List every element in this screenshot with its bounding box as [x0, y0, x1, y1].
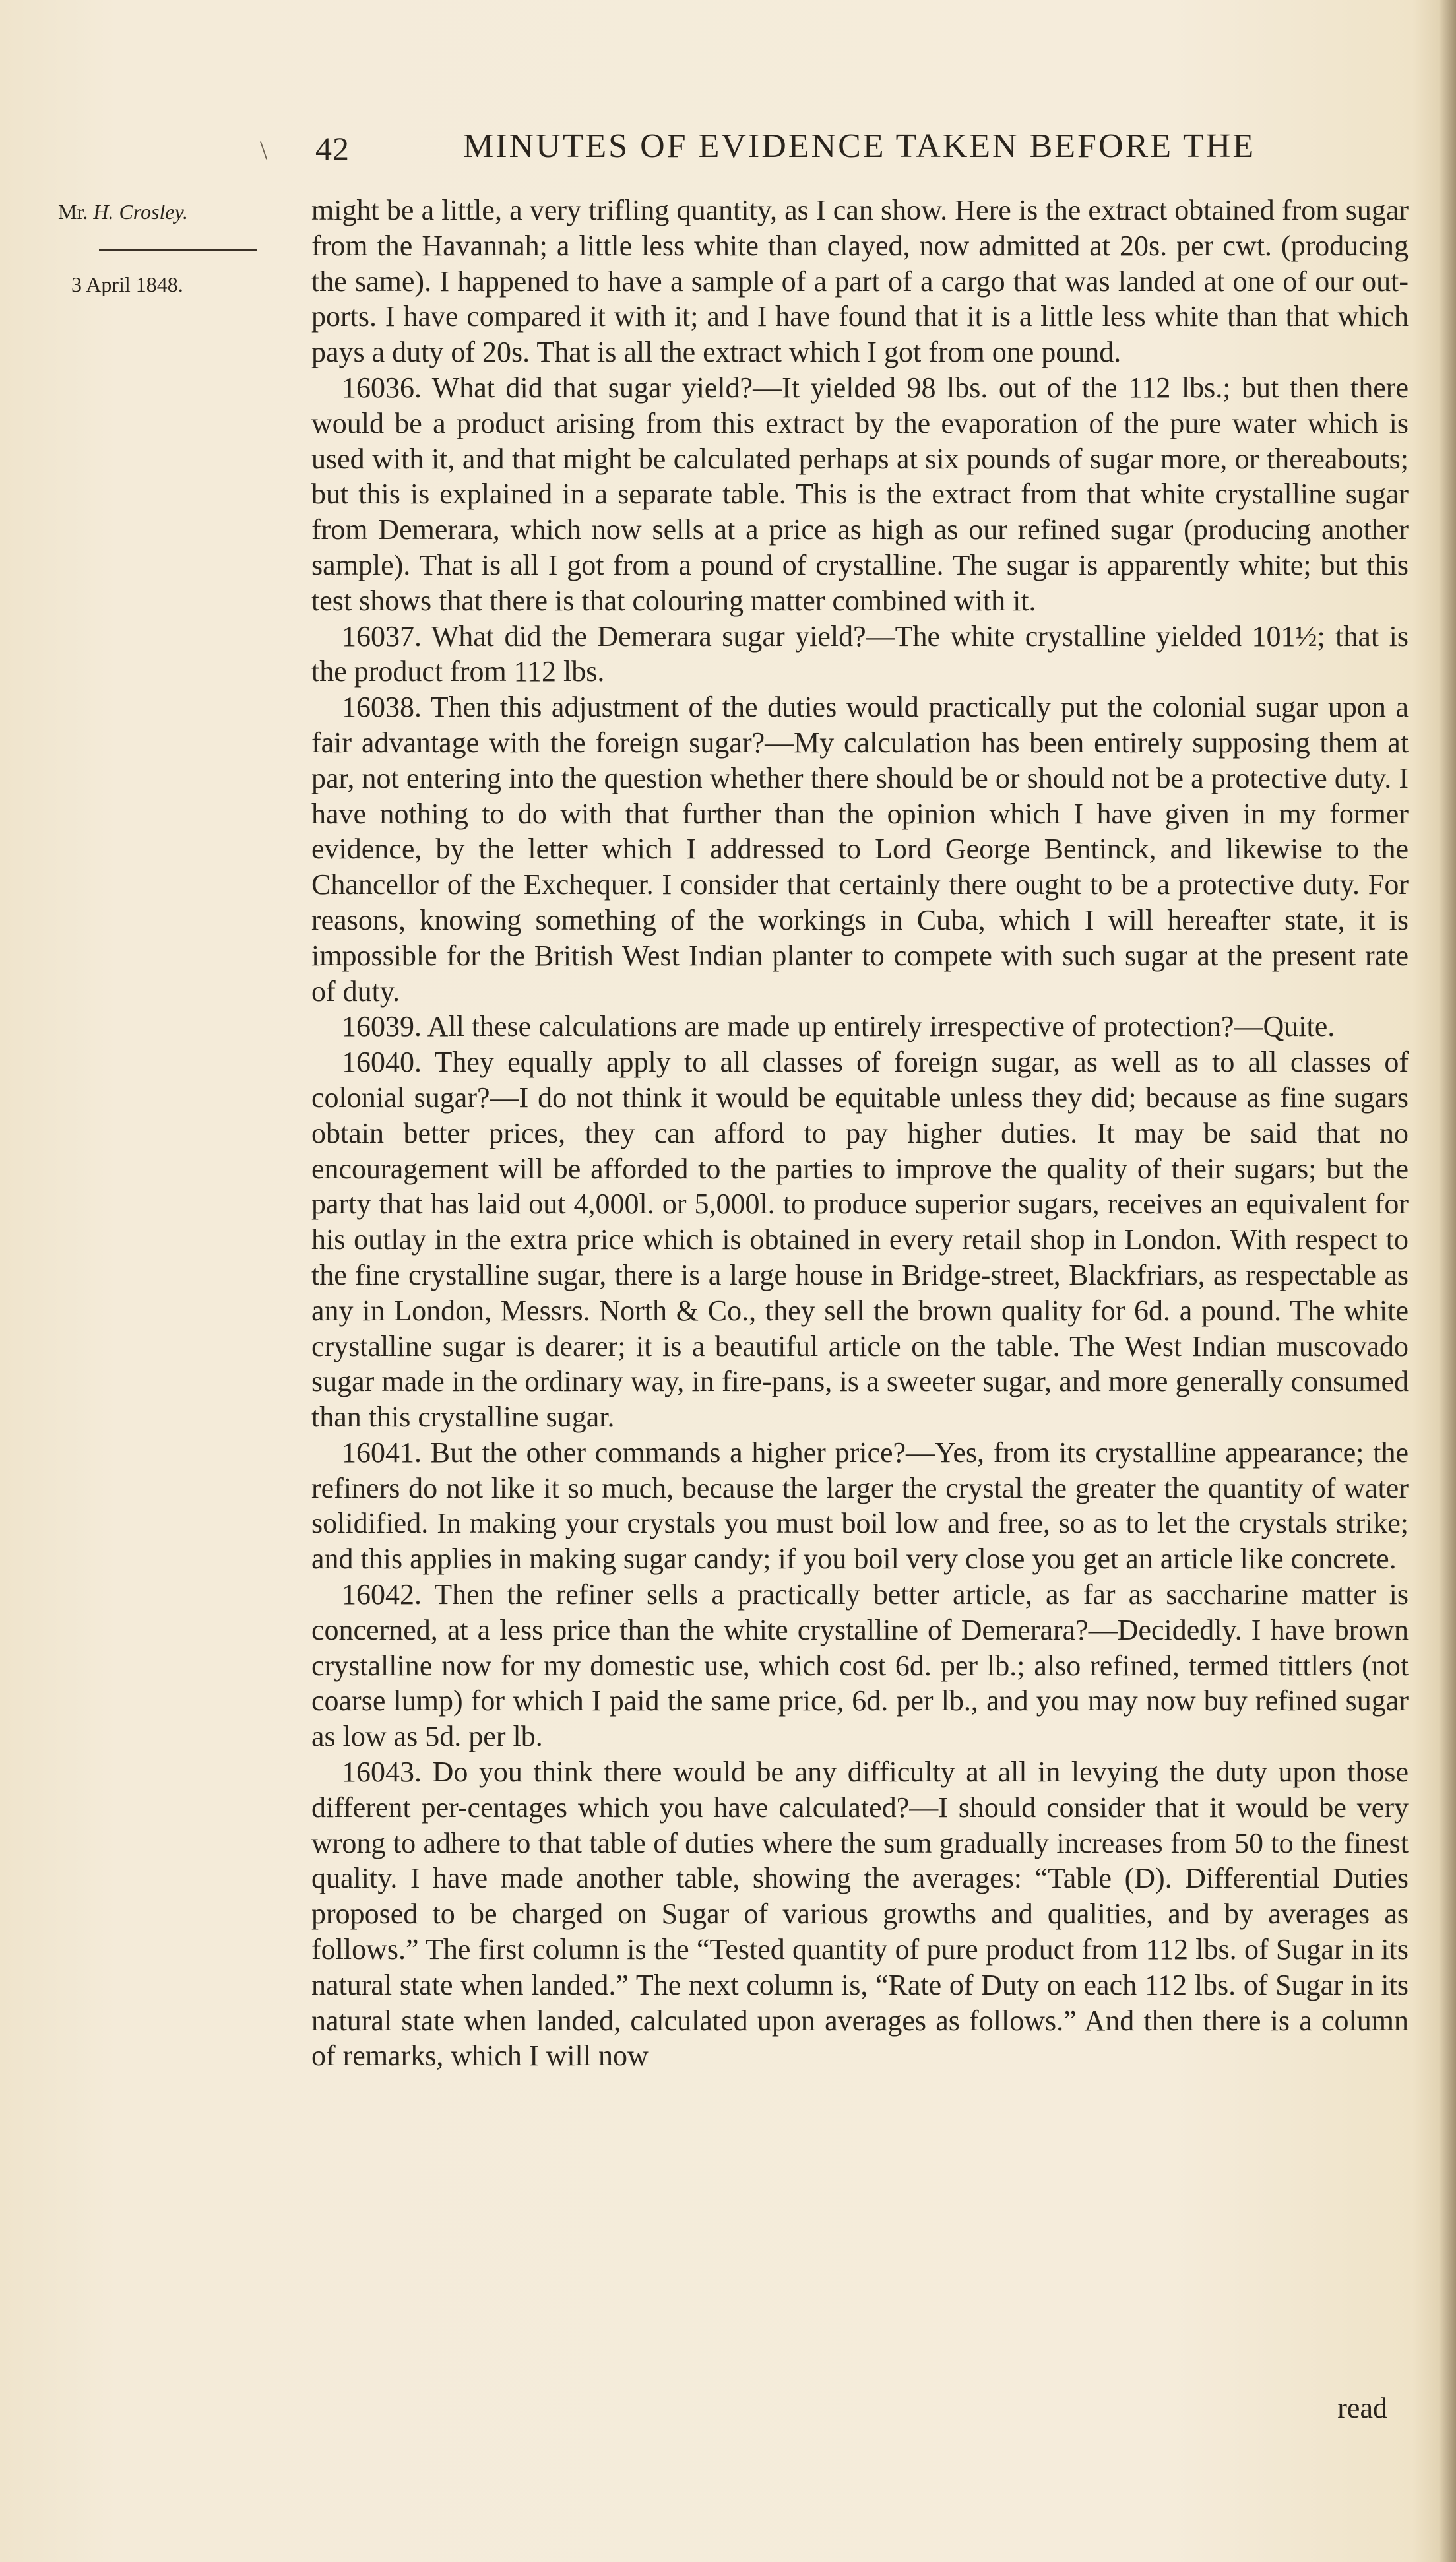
margin-date: 3 April 1848.	[71, 272, 183, 296]
page-number: 42	[315, 130, 350, 167]
margin-witness-name: Mr. H. Crosley.	[58, 200, 189, 224]
question-16043: 16043. Do you think there would be any difficulty at all in levying the duty upon those different per-centages which you have calculated?—I should consider that it would be very wrong to adhere to that table of duties where the sum gradually increases from 50 to the finest quality. I have made another table, showing the averages: “Table (D). Differential Duties proposed to be charged on Sugar of various growths and qualities, and by averages as follows.” The first column is the “Tested quantity of pure product from 112 lbs. of Sugar in its natural state when landed.” The next column is, “Rate of Duty on each 112 lbs. of Sugar in its natural state when landed, calculated upon averages as follows.” And then there is a column of remarks, which I will now	[311, 1756, 1409, 2072]
catchword: read	[1337, 2392, 1387, 2424]
question-16042: 16042. Then the refiner sells a practically better article, as far as saccharine matter is concerned, at a less price than the white crystalline of Demerara?—Decidedly. I have brown crystalline now for my domestic use, which cost 6d. per lb.; also refined, termed tittlers (not coarse lump) for which I paid the same price, 6d. per lb., and you may now buy refined sugar as low as 5d. per lb.	[311, 1578, 1409, 1753]
running-head: MINUTES OF EVIDENCE TAKEN BEFORE THE	[463, 127, 1256, 165]
question-16038: 16038. Then this adjustment of the duties would practically put the colonial sugar upon a fair advantage with the foreign sugar?—My calculation has been entirely supposing them at par, not entering into the question whether there should be or should not be a protective duty. I have nothing to do with that further than the opinion which I have given in my former evidence, by the letter which I addressed to Lord George Bentinck, and likewise to the Chancellor of the Exchequer. I consider that certainly there ought to be a protective duty. For reasons, knowing something of the workings in Cuba, which I will hereafter state, it is impossible for the British West Indian planter to compete with such sugar at the present rate of duty.	[311, 691, 1409, 1008]
margin-rule	[99, 249, 257, 251]
question-16039: 16039. All these calculations are made up entirely irrespective of protection?—Quite.	[342, 1010, 1335, 1043]
evidence-body	[311, 193, 1409, 2074]
paragraph-continuation: might be a little, a very trifling quantity, as I can show. Here is the extract obtained from sugar from the Havannah; a little less white than clayed, now admitted at 20s. per cwt. (producing the same). I happened to have a sample of a part of a cargo that was landed at one of our out-ports. I have compared it with it; and I have found that it is a little less white than that which pays a duty of 20s. That is all the extract which I got from one pound.	[311, 194, 1409, 369]
margin-witness-surname: H. Crosley.	[93, 200, 189, 224]
question-16041: 16041. But the other commands a higher price?—Yes, from its crystalline appearance; the refiners do not like it so much, because the larger the crystal the greater the quantity of water solidified. In making your crystals you must boil low and free, so as to let the crystals strike; and this applies in making sugar candy; if you boil very close you get an article like concrete.	[311, 1436, 1409, 1576]
question-16040: 16040. They equally apply to all classes of foreign sugar, as well as to all classes of colonial sugar?—I do not think it would be equitable unless they did; because as fine sugars obtain better prices, they can afford to pay higher duties. It may be said that no encouragement will be afforded to the parties to improve the quality of their sugars; but the party that has laid out 4,000l. or 5,000l. to produce superior sugars, receives an equivalent for his outlay in the extra price which is obtained in every retail shop in London. With respect to the fine crystalline sugar, there is a large house in Bridge-street, Blackfriars, as respectable as any in London, Messrs. North & Co., they sell the brown quality for 6d. a pound. The white crystalline sugar is dearer; it is a beautiful article on the table. The West Indian muscovado sugar made in the ordinary way, in fire-pans, is a sweeter sugar, and more generally consumed than this crystalline sugar.	[311, 1046, 1409, 1434]
question-16036: 16036. What did that sugar yield?—It yielded 98 lbs. out of the 112 lbs.; but then there would be a product arising from this extract by the evaporation of the pure water which is used with it, and that might be calculated perhaps at six pounds of sugar more, or thereabouts; but this is explained in a separate table. This is the extract from that white crystalline sugar from Demerara, which now sells at a price as high as our refined sugar (producing another sample). That is all I got from a pound of crystalline. The sugar is apparently white; but this test shows that there is that colouring matter combined with it.	[311, 371, 1409, 617]
page-edge-shadow	[1439, 0, 1456, 2562]
question-16037: 16037. What did the Demerara sugar yield?—The white crystalline yielded 101½; that is the product from 112 lbs.	[311, 620, 1409, 688]
margin-tick-mark: \	[260, 135, 268, 165]
